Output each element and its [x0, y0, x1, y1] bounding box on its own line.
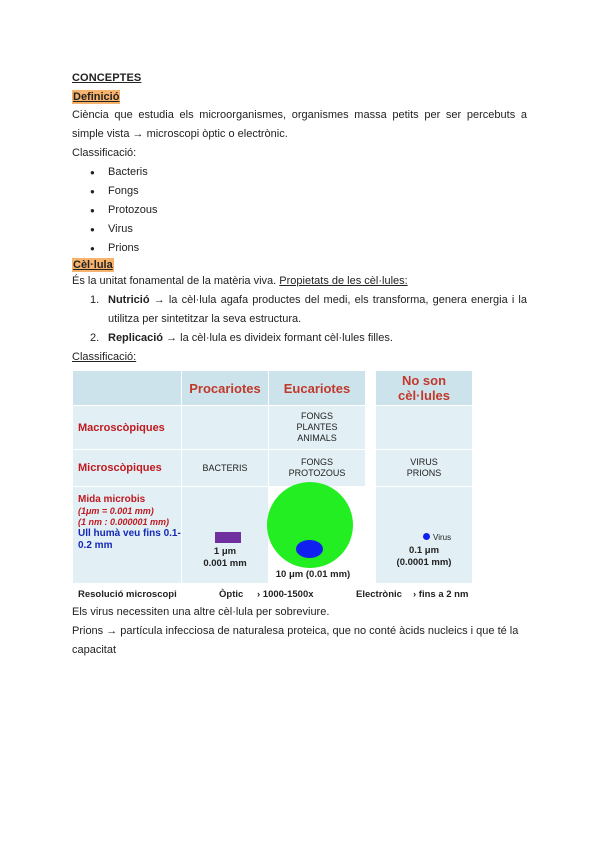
classificacio-label-2: Classificació: — [72, 351, 137, 363]
list-item: 2. Replicació → la cèl·lula es divideix formant cèl·lules filles. — [90, 332, 393, 344]
list-item: ● Protozous — [108, 201, 527, 220]
size-pro-mm: 0.001 mm — [203, 558, 247, 569]
mida-line1: Mida microbis — [78, 494, 146, 505]
propietats-list — [72, 291, 527, 348]
size-virus-mm: (0.0001 mm) — [396, 557, 452, 568]
resolucio-electro-val: › fins a 2 nm — [413, 589, 469, 600]
mida-microbis-text — [78, 494, 183, 552]
classificacio-list — [72, 163, 527, 258]
header-empty — [73, 371, 181, 405]
mida-line2: (1μm = 0.001 mm) — [78, 506, 154, 516]
header-procariotes: Procariotes — [182, 371, 268, 405]
propietats-label: Propietats de les cèl·lules: — [279, 275, 408, 287]
header-eucariotes: Eucariotes — [269, 371, 365, 405]
page-title: CONCEPTES — [72, 72, 142, 84]
prions-note: Prions → partícula infecciosa de naturalesa proteica, que no conté àcids nucleics i que té la capacitat — [72, 625, 519, 656]
document-page — [72, 72, 527, 660]
cell-macro-euc: FONGS PLANTES ANIMALS — [269, 406, 365, 449]
mida-line3: (1 nm : 0.000001 mm) — [78, 517, 170, 527]
size-virus: 0.1 μm — [408, 545, 440, 556]
row-label-microscopiques: Microscòpiques — [73, 450, 181, 486]
cell-micro-euc: FONGS PROTOZOUS — [269, 450, 365, 486]
cellula-intro: És la unitat fonamental de la matèria viva. Propietats de les cèl·lules: — [72, 275, 408, 287]
section-title-cellula: Cèl·lula — [73, 259, 113, 271]
cell-micro-pro: BACTERIS — [182, 450, 268, 486]
cell-micro-non: VIRUS PRIONS — [376, 450, 472, 486]
size-pro: 1 μm — [213, 546, 237, 557]
resolucio-optic: Òptic — [219, 589, 244, 600]
resolucio-electro: Electrònic — [356, 589, 402, 600]
mida-line4: Ull humà veu fins 0.1-0.2 mm — [78, 528, 181, 551]
list-item: ● Bacteris — [108, 163, 527, 182]
size-euc: 10 μm (0.01 mm) — [275, 569, 351, 580]
bacteria-shape — [215, 532, 241, 543]
list-item: ● Fongs — [108, 182, 527, 201]
virus-note: Els virus necessiten una altre cèl·lula per sobreviure. — [72, 606, 330, 618]
row-label-macroscopiques: Macroscòpiques — [73, 406, 181, 449]
list-item: 1. Nutrició → la cèl·lula agafa productes del medi, els transforma, genera energia i la utilitza per sintetitzar la seva estructura. — [90, 294, 527, 325]
virus-shape — [423, 533, 430, 540]
cell-macro-non — [376, 406, 472, 449]
nucleus-shape — [296, 540, 323, 558]
list-item: ● Virus — [108, 220, 527, 239]
virus-label: Virus — [433, 533, 452, 542]
cell-macro-pro — [182, 406, 268, 449]
classification-figure — [73, 371, 473, 600]
resolucio-label: Resolució microscopi — [78, 589, 177, 600]
section-title-definicio: Definició — [73, 91, 120, 103]
classificacio-label: Classificació: — [72, 147, 137, 159]
definicio-text: Ciència que estudia els microorganismes, organismes massa petits per ser percebuts a simple vista → microscopi òptic o electrònic. — [72, 109, 527, 140]
resolucio-optic-val: › 1000-1500x — [257, 589, 314, 600]
list-item: ● Prions — [108, 239, 527, 258]
header-no-cellules: No son cèl·lules — [376, 371, 472, 405]
